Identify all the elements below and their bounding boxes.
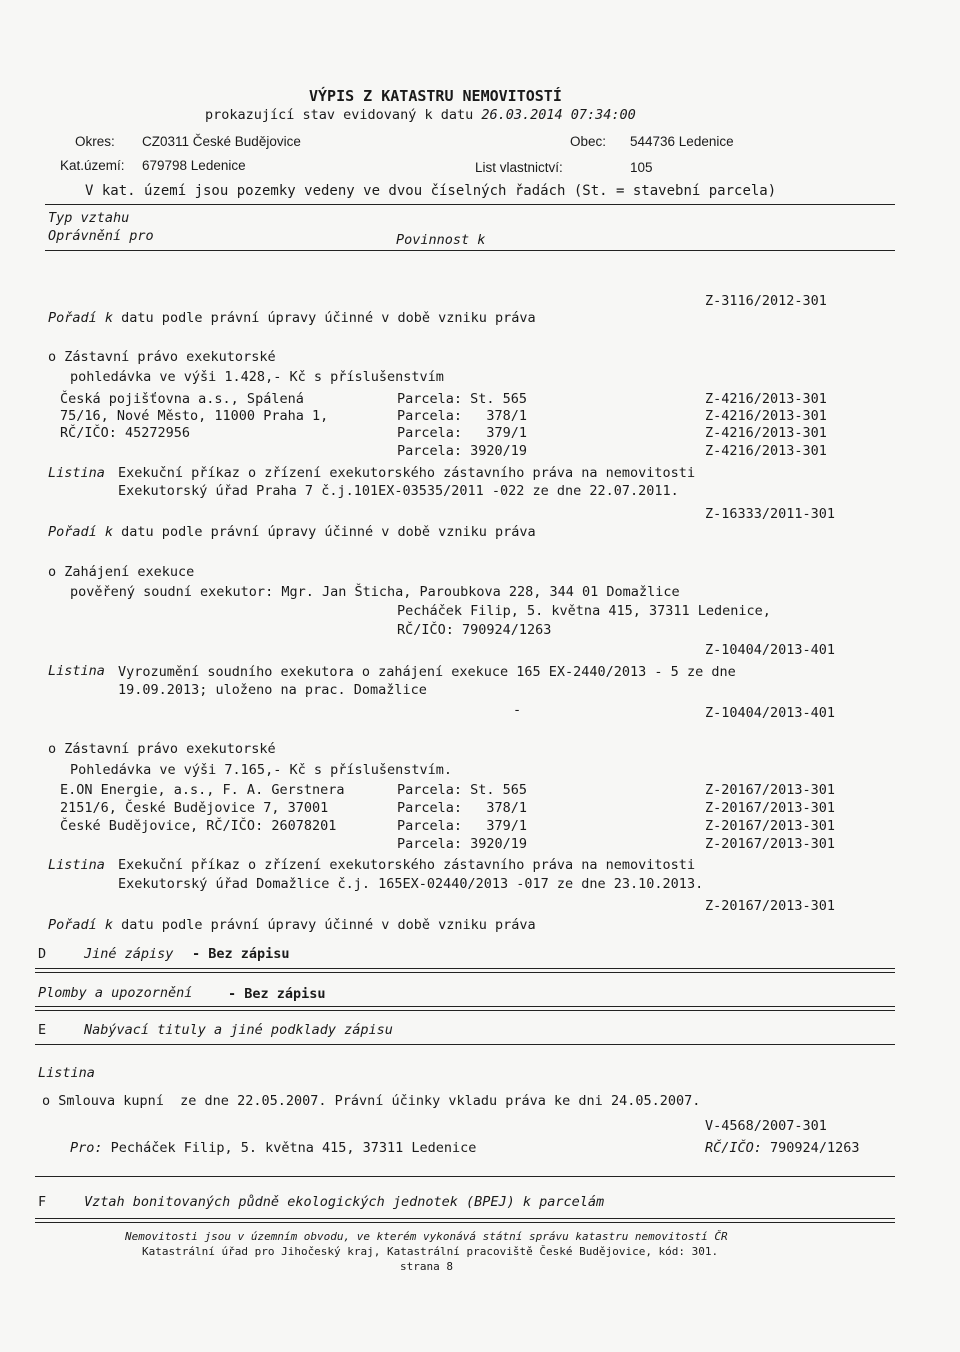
footer-line-1: Nemovitosti jsou v územním obvodu, ve kterém vykonává státní správu katastru nemovitostí ČR [125, 1230, 728, 1243]
creditor-address: 75/16, Nové Město, 11000 Praha 1, [60, 408, 329, 424]
page-number: strana 8 [400, 1260, 453, 1273]
execution-executor: pověřený soudní exekutor: Mgr. Jan Šticha, Paroubkova 228, 344 01 Domažlice [70, 584, 680, 600]
listina-text: 19.09.2013; uloženo na prac. Domažlice [118, 682, 427, 698]
col-povinnost-k: Povinnost k [396, 232, 486, 248]
section-f-letter: F [38, 1194, 47, 1210]
obec-label: Obec: [570, 134, 607, 149]
poradi-ref: Z-3116/2012-301 [705, 293, 827, 309]
listina-label: Listina [38, 1065, 95, 1081]
parcel-numbering-note: V kat. území jsou pozemky vedeny ve dvou číselných řadách (St. = stavební parcela) [85, 183, 777, 199]
poradi-text: datu podle právní úpravy účinné v době vzniku práva [121, 524, 536, 540]
parcel-ref: Z-20167/2013-301 [705, 782, 836, 798]
lv-value: 105 [630, 160, 653, 175]
parcel-ref: Z-20167/2013-301 [705, 818, 836, 834]
section-d-letter: D [38, 946, 47, 962]
listina-label: Listina [48, 857, 105, 873]
listina-text: Exekutorský úřad Praha 7 č.j.101EX-03535/2011 -022 ze dne 22.07.2011. [118, 483, 679, 499]
document-title: VÝPIS Z KATASTRU NEMOVITOSTÍ [309, 87, 562, 105]
col-typ-vztahu: Typ vztahu [48, 210, 130, 226]
document-subtitle [205, 108, 636, 124]
execution-debtor-id: RČ/IČO: 790924/1263 [397, 622, 552, 638]
parcel-row: Parcela: 378/1 [397, 800, 528, 816]
poradi-line [48, 525, 536, 541]
listina-ref: Z-10404/2013-401 [705, 705, 836, 721]
execution-title: o Zahájení exekuce [48, 564, 195, 580]
parcel-ref: Z-4216/2013-301 [705, 443, 827, 459]
section-e-letter: E [38, 1022, 47, 1038]
poradi-label: Pořadí k [48, 524, 114, 540]
section-d-title: Jiné zápisy [84, 946, 174, 962]
contract-for [70, 1141, 476, 1157]
parcel-row: Parcela: 378/1 [397, 408, 528, 424]
poradi-text: datu podle právní úpravy účinné v době vzniku práva [121, 310, 536, 326]
section-d-value: - Bez zápisu [192, 946, 290, 962]
listina-text: Exekutorský úřad Domažlice č.j. 165EX-02440/2013 -017 ze dne 23.10.2013. [118, 876, 704, 892]
rc-value: 790924/1263 [770, 1140, 860, 1156]
contract-ref: V-4568/2007-301 [705, 1118, 827, 1134]
lien-amount: Pohledávka ve výši 7.165,- Kč s příslušenstvím. [70, 762, 453, 778]
parcel-row: Parcela: 379/1 [397, 425, 528, 441]
listina-ref: Z-16333/2011-301 [705, 506, 836, 522]
lien-title: o Zástavní právo exekutorské [48, 741, 276, 757]
pro-label: Pro: [70, 1140, 103, 1156]
execution-ref: Z-10404/2013-401 [705, 642, 836, 658]
listina-text: Exekuční příkaz o zřízení exekutorského zástavního práva na nemovitosti [118, 465, 696, 481]
parcel-ref: Z-20167/2013-301 [705, 836, 836, 852]
pro-value: Pecháček Filip, 5. května 415, 37311 Ledenice [110, 1140, 477, 1156]
subtitle-date: 26.03.2014 07:34:00 [481, 107, 636, 123]
creditor-id: RČ/IČO: 45272956 [60, 425, 191, 441]
lv-label: List vlastnictví: [475, 160, 563, 175]
parcel-row: Parcela: 379/1 [397, 818, 528, 834]
listina-text: Vyrozumění soudního exekutora o zahájení exekuce 165 EX-2440/2013 - 5 ze dne [118, 664, 736, 680]
divider [45, 204, 895, 205]
parcel-ref: Z-20167/2013-301 [705, 800, 836, 816]
lien-amount: pohledávka ve výši 1.428,- Kč s příslušenstvím [70, 369, 444, 385]
parcel-ref: Z-4216/2013-301 [705, 425, 827, 441]
kat-uzemi-label: Kat.území: [60, 158, 125, 173]
dash: - [513, 702, 522, 718]
plomby-value: - Bez zápisu [228, 986, 326, 1002]
poradi-label: Pořadí k [48, 917, 114, 933]
listina-ref: Z-20167/2013-301 [705, 898, 836, 914]
kat-uzemi-value: 679798 Ledenice [142, 158, 246, 173]
lien-title: o Zástavní právo exekutorské [48, 349, 276, 365]
parcel-row: Parcela: 3920/19 [397, 443, 528, 459]
creditor-address: 2151/6, České Budějovice 7, 37001 [60, 800, 329, 816]
parcel-row: Parcela: St. 565 [397, 782, 528, 798]
contract-rc [705, 1141, 859, 1157]
listina-label: Listina [48, 465, 105, 481]
listina-label: Listina [48, 663, 105, 679]
okres-value: CZ0311 České Budějovice [142, 134, 301, 149]
divider [45, 250, 895, 251]
parcel-ref: Z-4216/2013-301 [705, 408, 827, 424]
listina-text: Exekuční příkaz o zřízení exekutorského zástavního práva na nemovitosti [118, 857, 696, 873]
creditor-name: E.ON Energie, a.s., F. A. Gerstnera [60, 782, 345, 798]
section-e-title: Nabývací tituly a jiné podklady zápisu [84, 1022, 393, 1038]
contract-item: o Smlouva kupní ze dne 22.05.2007. Právní účinky vkladu práva ke dni 24.05.2007. [42, 1093, 701, 1109]
creditor-name: Česká pojišťovna a.s., Spálená [60, 391, 304, 407]
poradi-line [48, 311, 536, 327]
footer-line-2: Katastrální úřad pro Jihočeský kraj, Katastrální pracoviště České Budějovice, kód: 301. [142, 1245, 719, 1258]
section-f-title: Vztah bonitovaných půdně ekologických jednotek (BPEJ) k parcelám [84, 1194, 605, 1210]
creditor-id: České Budějovice, RČ/IČO: 26078201 [60, 818, 337, 834]
poradi-label: Pořadí k [48, 310, 114, 326]
okres-label: Okres: [75, 134, 115, 149]
plomby-title: Plomby a upozornění [38, 985, 193, 1001]
obec-value: 544736 Ledenice [630, 134, 734, 149]
poradi-text: datu podle právní úpravy účinné v době vzniku práva [121, 917, 536, 933]
parcel-row: Parcela: St. 565 [397, 391, 528, 407]
poradi-line [48, 918, 536, 934]
rc-label: RČ/IČO: [705, 1140, 762, 1156]
execution-debtor: Pecháček Filip, 5. května 415, 37311 Ledenice, [397, 603, 771, 619]
parcel-row: Parcela: 3920/19 [397, 836, 528, 852]
divider [35, 1176, 895, 1177]
subtitle-prefix: prokazující stav evidovaný k datu [205, 107, 474, 123]
divider [35, 1044, 895, 1045]
divider [35, 1006, 895, 1011]
divider [35, 1218, 895, 1223]
col-opravneni-pro: Oprávnění pro [48, 228, 154, 244]
divider [35, 968, 895, 973]
parcel-ref: Z-4216/2013-301 [705, 391, 827, 407]
